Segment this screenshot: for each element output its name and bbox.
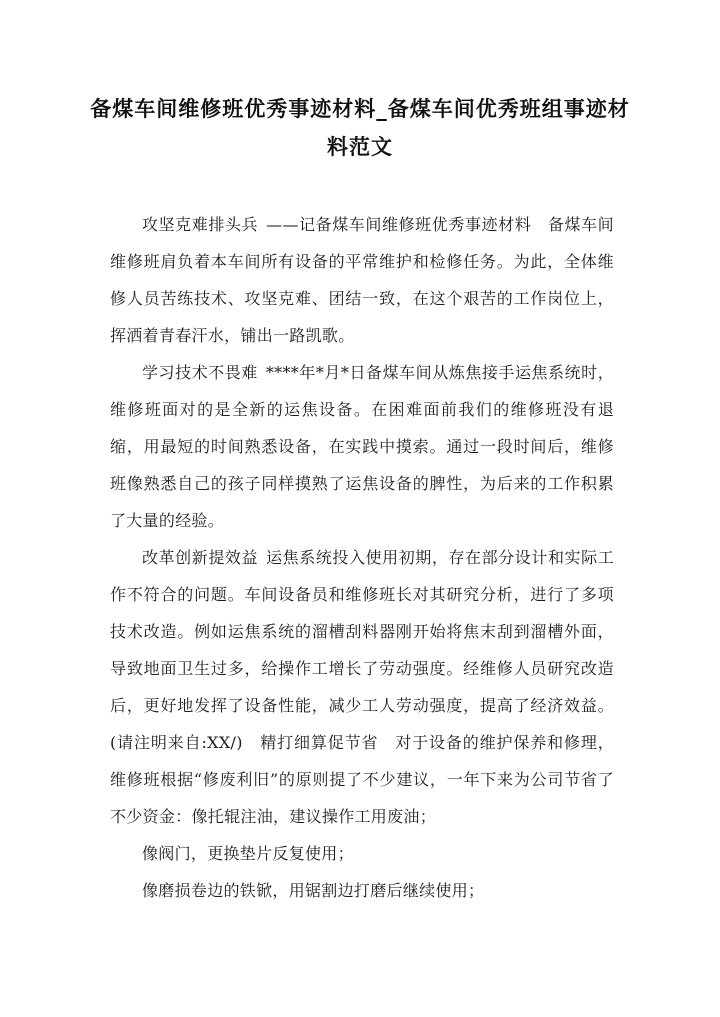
paragraph-text: 运焦系统投入使用初期，存在部分设计和实际工作不符合的问题。车间设备员和维修班长对其研究分析，进行了多项技术改造。例如运焦系统的溜槽刮料器刚开始将焦末刮到溜槽外面，导致地面卫生过多，给操作工增长了劳动强度。经维修人员研究改造后，更好地发挥了设备性能，减少工人劳动强度，提高了经济效益。(请注明来自:XX/) 精打细算促节省 对于设备的维护保养和修理，维修班根据“修废利旧”的原则提了不少建议，一年下来为公司节省了不少资金：像托辊注油，建议操作工用废油； bbox=[110, 548, 614, 826]
paragraph bbox=[110, 872, 614, 909]
paragraph bbox=[110, 835, 614, 872]
document-title: 备煤车间维修班优秀事迹材料_备煤车间优秀班组事迹材料范文 bbox=[90, 97, 630, 159]
paragraph-text: ——记备煤车间维修班优秀事迹材料 备煤车间维修班肩负着本车间所有设备的平常维护和检修任务。为此，全体维修人员苦练技术、攻坚克难、团结一致，在这个艰苦的工作岗位上，挥洒着青春汗水，铺出一路凯歌。 bbox=[110, 215, 614, 345]
section-heading: 攻坚克难排头兵 bbox=[142, 215, 259, 234]
section-heading: 学习技术不畏难 bbox=[142, 363, 258, 382]
document-body bbox=[110, 206, 614, 909]
paragraph-text: 像阀门，更换垫片反复使用； bbox=[142, 844, 354, 863]
paragraph-text: ****年*月*日备煤车间从炼焦接手运焦系统时，维修班面对的是全新的运焦设备。在困难面前我们的维修班没有退缩，用最短的时间熟悉设备，在实践中摸索。通过一段时间后，维修班像熟悉自己的孩子同样摸熟了运焦设备的脾性，为后来的工作积累了大量的经验。 bbox=[110, 363, 614, 530]
section-heading: 改革创新提效益 bbox=[142, 548, 259, 567]
paragraph bbox=[110, 539, 614, 835]
paragraph bbox=[110, 354, 614, 539]
paragraph-text: 像磨损卷边的铁锨，用锯割边打磨后继续使用； bbox=[142, 881, 485, 900]
paragraph bbox=[110, 206, 614, 354]
